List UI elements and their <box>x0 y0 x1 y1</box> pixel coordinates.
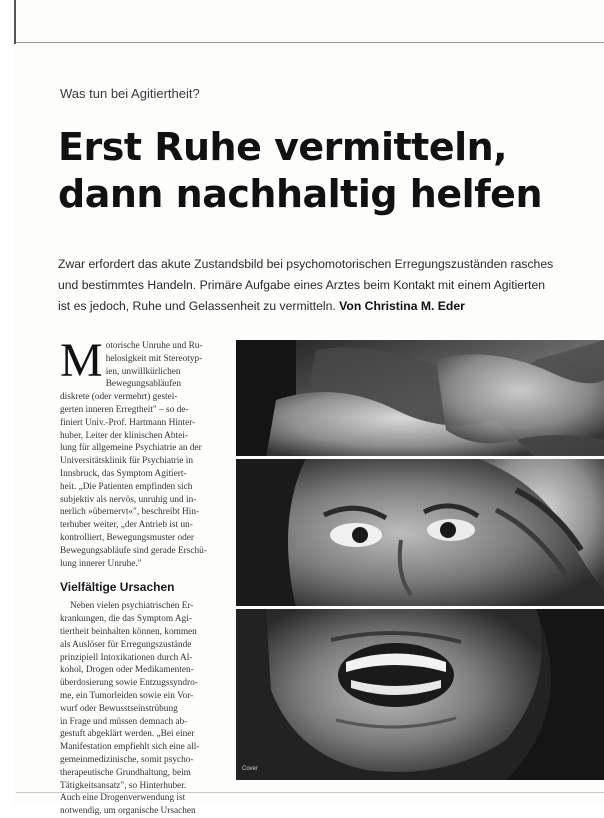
headline <box>58 124 578 218</box>
body-line: gemeinmedizinische, somit psycho- <box>60 754 194 765</box>
body-line: Universitätsklinik für Psychiatrie in <box>60 456 193 467</box>
body-line: tiertheit beinhalten können, kommen <box>60 626 197 637</box>
body-line: gestuft abgeklärt werden. „Bei einer <box>60 729 195 740</box>
top-rule <box>16 42 604 43</box>
lead-line-3-text: ist es jedoch, Ruhe und Gelassenheit zu vermitteln. <box>58 299 336 313</box>
body-line: heit. „Die Patienten empfinden sich <box>60 481 193 492</box>
body-line: diskrete (oder vermehrt) gestei- <box>60 392 178 403</box>
body-paragraph-2 <box>60 600 232 818</box>
agitated-face-illustration <box>236 340 604 780</box>
body-line: gerten inneren Erregtheit" – so de- <box>60 404 189 415</box>
body-line: huber, Leiter der klinischen Abtei- <box>60 430 188 441</box>
lead-line-2: und bestimmtes Handeln. Primäre Aufgabe eines Arztes beim Kontakt mit einem Agitierten <box>58 278 546 292</box>
photo-credit: Cover <box>242 766 259 772</box>
body-line: Bewegungsabläufen <box>105 379 182 390</box>
body-line: subjektiv als nervös, unruhig und in- <box>60 494 197 505</box>
body-line: kontrolliert, Bewegungsmuster oder <box>60 532 195 543</box>
photo-strip-eyes <box>236 458 604 608</box>
body-line: finiert Univ.-Prof. Hartmann Hinter- <box>60 417 196 428</box>
headline-line-1: Erst Ruhe vermitteln, <box>58 125 508 169</box>
body-line: Neben vielen psychiatrischen Er- <box>70 601 194 612</box>
body-line: me, ein Tumorleiden sowie ein Vor- <box>60 690 194 701</box>
kicker: Was tun bei Agitiertheit? <box>60 86 200 101</box>
body-line: nerlich »übernervt«", beschreibt Hin- <box>60 507 200 518</box>
body-line: Manifestation empfiehlt sich eine all- <box>60 742 200 753</box>
lead-line-1: Zwar erfordert das akute Zustandsbild bei psychomotorischen Erregungszuständen rasches <box>58 257 554 271</box>
lead-line-3 <box>58 296 578 317</box>
binding-mark <box>14 0 16 44</box>
photo-strip-top <box>266 340 604 458</box>
body-line: wurf oder Bewusstseinstrübung <box>60 703 178 714</box>
body-line: ien, unwillkürlichen <box>105 366 181 377</box>
body-line: Tätigkeitsansatz", so Hinterhuber. <box>60 780 187 791</box>
article-photo <box>236 340 604 780</box>
body-line: überdosierung sowie Entzugssyndro- <box>60 678 198 689</box>
section-subhead: Vielfältige Ursachen <box>60 580 175 595</box>
lead-paragraph <box>58 254 578 317</box>
body-line: in Frage und müssen demnach ab- <box>60 716 188 727</box>
bottom-rule <box>16 792 604 793</box>
body-line: Bewegungsabläufe sind gerade Erschü- <box>60 545 207 556</box>
drop-cap: M <box>60 334 103 387</box>
body-line: lung innerer Unruhe." <box>60 558 142 569</box>
body-line: helosigkeit mit Stereotyp- <box>105 353 203 364</box>
body-paragraph-1 <box>60 334 232 570</box>
body-line: notwendig, um organische Ursachen <box>60 806 196 817</box>
body-line: krankungen, die das Symptom Agi- <box>60 614 192 625</box>
body-line: therapeutische Grundhaltung, beim <box>60 767 191 778</box>
body-line: terhuber weiter, „der Antrieb ist un- <box>60 520 193 531</box>
author-byline: Von Christina M. Eder <box>339 299 465 313</box>
body-column <box>60 334 232 818</box>
body-line: otorische Unruhe und Ru- <box>105 341 203 351</box>
body-line: prinzipiell Intoxikationen durch Al- <box>60 652 193 663</box>
body-line: lung für allgemeine Psychiatrie an der <box>60 443 202 454</box>
body-line: als Auslöser für Erregungszustände <box>60 639 192 650</box>
photo-strip-mouth <box>236 608 604 780</box>
body-line: kohol, Drogen oder Medikamenten- <box>60 665 194 676</box>
body-line: Auch eine Drogenverwendung ist <box>60 793 186 804</box>
body-line: Innsbruck, das Symptom Agitiert- <box>60 468 187 479</box>
scan-margin <box>0 0 14 806</box>
headline-line-2: dann nachhaltig helfen <box>58 172 543 216</box>
